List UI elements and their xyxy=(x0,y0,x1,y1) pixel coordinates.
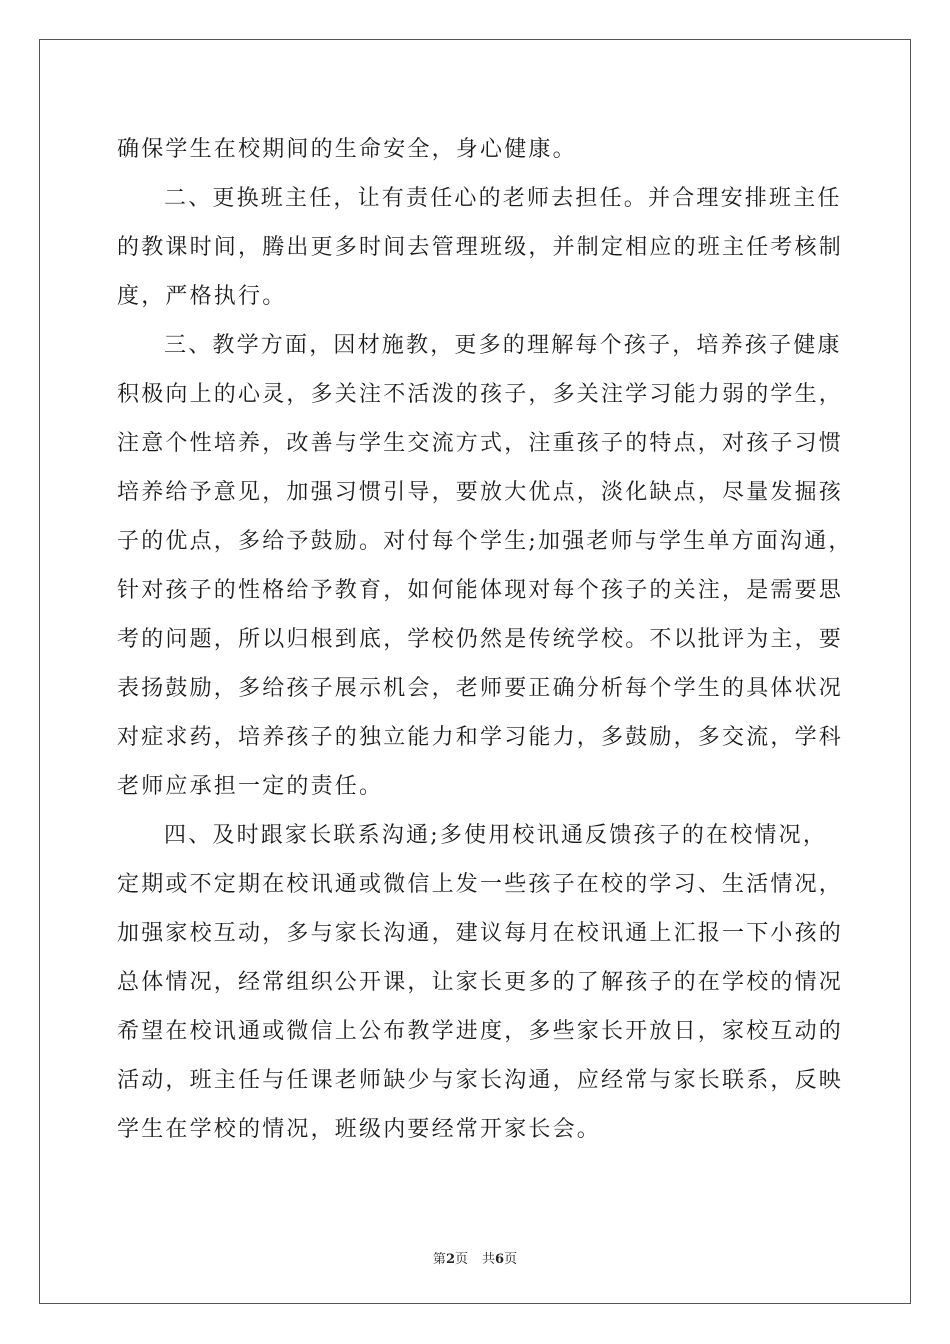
text-line: 三、教学方面，因材施教，更多的理解每个孩子，培养孩子健康 xyxy=(164,333,842,358)
text-line: 对症求药，培养孩子的独立能力和学习能力，多鼓励，多交流，学科 xyxy=(117,725,844,750)
text-line: 的教课时间，腾出更多时间去管理班级，并制定相应的班主任考核制 xyxy=(117,235,844,260)
text-line: 希望在校讯通或微信上公布教学进度，多些家长开放日，家校互动的 xyxy=(117,1019,844,1044)
text-line: 注意个性培养，改善与学生交流方式，注重孩子的特点，对孩子习惯 xyxy=(117,431,844,456)
text-line: 针对孩子的性格给予教育，如何能体现对每个孩子的关注，是需要思 xyxy=(117,578,844,603)
document-body xyxy=(117,125,853,1154)
text-line: 四、及时跟家长联系沟通;多使用校讯通反馈孩子的在校情况， xyxy=(164,823,828,848)
text-line: 定期或不定期在校讯通或微信上发一些孩子在校的学习、生活情况， xyxy=(117,872,844,897)
text-line: 考的问题，所以归根到底，学校仍然是传统学校。不以批评为主，要 xyxy=(117,627,844,652)
page-footer xyxy=(0,1248,950,1267)
footer-page-prefix: 第 xyxy=(432,1252,446,1267)
text-line: 老师应承担一定的责任。 xyxy=(117,774,384,799)
text-line: 积极向上的心灵，多关注不活泼的孩子，多关注学习能力弱的学生， xyxy=(117,382,844,407)
text-line: 表扬鼓励，多给孩子展示机会，老师要正确分析每个学生的具体状况 xyxy=(117,676,844,701)
footer-total-suffix: 页 xyxy=(504,1252,518,1267)
text-line: 活动，班主任与任课老师缺少与家长沟通，应经常与家长联系，反映 xyxy=(117,1068,844,1093)
text-line: 培养给予意见，加强习惯引导，要放大优点，淡化缺点，尽量发掘孩 xyxy=(117,480,844,505)
text-line: 度，严格执行。 xyxy=(117,284,287,309)
text-line: 二、更换班主任，让有责任心的老师去担任。并合理安排班主任 xyxy=(164,186,842,211)
footer-total-prefix: 共 xyxy=(482,1252,496,1267)
footer-total-pages: 6 xyxy=(495,1252,505,1267)
text-line: 确保学生在校期间的生命安全，身心健康。 xyxy=(117,137,577,162)
footer-page-suffix: 页 xyxy=(454,1252,468,1267)
text-line: 总体情况，经常组织公开课，让家长更多的了解孩子的在学校的情况 xyxy=(117,970,844,995)
text-line: 加强家校互动，多与家长沟通，建议每月在校讯通上汇报一下小孩的 xyxy=(117,921,844,946)
footer-page-number: 2 xyxy=(445,1252,455,1267)
text-line: 学生在学校的情况，班级内要经常开家长会。 xyxy=(117,1117,602,1142)
text-line: 子的优点，多给予鼓励。对付每个学生;加强老师与学生单方面沟通， xyxy=(117,529,853,554)
